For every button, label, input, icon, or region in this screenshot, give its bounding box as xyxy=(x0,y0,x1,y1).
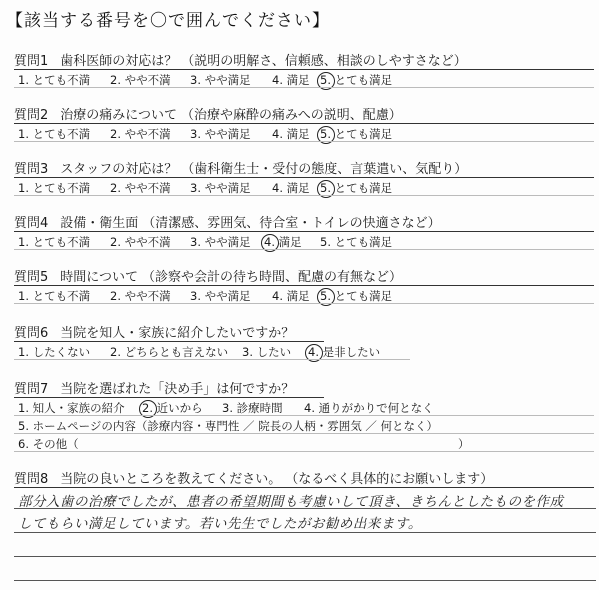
option-2[interactable]: 2. やや不満 xyxy=(110,289,171,303)
option-1[interactable]: 1. したくない xyxy=(18,345,91,359)
question-number: 質問8 xyxy=(14,472,49,487)
question-text: 治療の痛みについて xyxy=(60,108,178,123)
options-row xyxy=(14,178,596,196)
row-line xyxy=(14,141,594,142)
question-header xyxy=(14,378,596,398)
option-3[interactable]: 3. したい xyxy=(242,345,292,359)
option-2[interactable]: 2. どちらとも言えない xyxy=(110,345,229,359)
header-underline xyxy=(14,487,594,488)
options-row xyxy=(14,342,596,360)
option-4[interactable]: 4. 通りがかりで何となく xyxy=(304,401,434,415)
option-2[interactable]: 2. 近いから xyxy=(142,400,203,416)
question-text: 時間について xyxy=(60,270,139,285)
option-1[interactable]: 1. とても不満 xyxy=(18,235,91,249)
option-5[interactable]: 5. とても満足 xyxy=(320,235,393,249)
question-header xyxy=(14,468,596,488)
answer-rule xyxy=(14,580,596,581)
option-1[interactable]: 1. とても不満 xyxy=(18,289,91,303)
question-note: （診察や会計の待ち時間、配慮の有無など） xyxy=(142,270,403,285)
question-5 xyxy=(14,266,596,304)
question-header xyxy=(14,212,596,232)
question-number: 質問2 xyxy=(14,108,49,123)
question-text: 当院を選ばれた「決め手」は何ですか？ xyxy=(60,382,295,397)
question-number: 質問1 xyxy=(14,54,49,69)
option-6[interactable]: 6. その他（ xyxy=(18,437,79,451)
question-header xyxy=(14,50,596,70)
question-text: 設備・衛生面 xyxy=(60,216,139,231)
row-line xyxy=(14,249,594,250)
row-line xyxy=(14,195,594,196)
answer-rule xyxy=(14,508,596,509)
question-number: 質問7 xyxy=(14,382,49,397)
option-3[interactable]: 3. 診療時間 xyxy=(222,401,283,415)
option-4[interactable]: 4. 満足 xyxy=(272,73,310,87)
question-header xyxy=(14,322,596,342)
question-text: 当院を知人・家族に紹介したいですか？ xyxy=(60,326,295,341)
question-header xyxy=(14,266,596,286)
question-note: （治療や麻酔の痛みへの説明、配慮） xyxy=(181,108,402,123)
question-note: （歯科衛生士・受付の態度、言葉遣い、気配り） xyxy=(181,162,468,177)
question-note: （なるべく具体的にお願いします） xyxy=(285,472,494,487)
options-row xyxy=(14,70,596,88)
option-5[interactable]: 5. ホームページの内容（診療内容・専門性 ／ 院長の人柄・雰囲気 ／ 何となく） xyxy=(18,419,439,433)
question-3 xyxy=(14,158,596,196)
question-number: 質問3 xyxy=(14,162,49,177)
options-row xyxy=(14,232,596,250)
option-3[interactable]: 3. やや満足 xyxy=(190,235,251,249)
option-2[interactable]: 2. やや不満 xyxy=(110,181,171,195)
question-header xyxy=(14,104,596,124)
question-6 xyxy=(14,322,596,360)
question-7 xyxy=(14,378,596,452)
option-5[interactable]: 5. とても満足 xyxy=(320,72,392,88)
row-line xyxy=(14,451,594,452)
option-2[interactable]: 2. やや不満 xyxy=(110,127,171,141)
option-3[interactable]: 3. やや満足 xyxy=(190,73,251,87)
option-3[interactable]: 3. やや満足 xyxy=(190,289,251,303)
option-4[interactable]: 4. 満足 xyxy=(272,127,310,141)
option-2[interactable]: 2. やや不満 xyxy=(110,73,171,87)
question-text: スタッフの対応は？ xyxy=(60,162,178,177)
option-4[interactable]: 4. 満足 xyxy=(272,181,310,195)
question-number: 質問4 xyxy=(14,216,49,231)
option-5[interactable]: 5. とても満足 xyxy=(320,126,392,142)
option-4[interactable]: 4. 満足 xyxy=(264,234,302,250)
options-row xyxy=(14,416,596,434)
options-row xyxy=(14,398,596,416)
question-4 xyxy=(14,212,596,250)
option-1[interactable]: 1. とても不満 xyxy=(18,127,91,141)
option-4[interactable]: 4. 是非したい xyxy=(308,344,380,360)
handwritten-answer-line-1: 部分入歯の治療でしたが、患者の希望期間も考慮いして頂き、きちんとしたものを作成 xyxy=(18,494,564,510)
question-text: 当院の良いところを教えてください。 xyxy=(60,472,282,487)
page-title: 【該当する番号を〇で囲んでください】 xyxy=(6,11,330,31)
close-paren: ） xyxy=(458,437,470,451)
question-header xyxy=(14,158,596,178)
option-5[interactable]: 5. とても満足 xyxy=(320,288,392,304)
row-line xyxy=(14,303,594,304)
option-1[interactable]: 1. とても不満 xyxy=(18,73,91,87)
option-1[interactable]: 1. 知人・家族の紹介 xyxy=(18,401,125,415)
question-number: 質問6 xyxy=(14,326,49,341)
option-3[interactable]: 3. やや満足 xyxy=(190,127,251,141)
handwritten-answer-line-2: してもらい満足しています。若い先生でしたがお勧め出来ます。 xyxy=(18,516,422,532)
option-2[interactable]: 2. やや不満 xyxy=(110,235,171,249)
row-line xyxy=(14,359,410,360)
question-number: 質問5 xyxy=(14,270,49,285)
options-row xyxy=(14,434,596,452)
options-row xyxy=(14,124,596,142)
question-text: 歯科医師の対応は？ xyxy=(60,54,178,69)
question-8 xyxy=(14,468,596,488)
row-line xyxy=(14,87,594,88)
option-1[interactable]: 1. とても不満 xyxy=(18,181,91,195)
option-3[interactable]: 3. やや満足 xyxy=(190,181,251,195)
option-5[interactable]: 5. とても満足 xyxy=(320,180,392,196)
question-2 xyxy=(14,104,596,142)
question-1 xyxy=(14,50,596,88)
question-note: （説明の明解さ、信頼感、相談のしやすさなど） xyxy=(181,54,467,69)
option-4[interactable]: 4. 満足 xyxy=(272,289,310,303)
answer-rule xyxy=(14,532,596,533)
question-note: （清潔感、雰囲気、待合室・トイレの快適さなど） xyxy=(142,216,441,231)
options-row xyxy=(14,286,596,304)
answer-rule xyxy=(14,556,596,557)
